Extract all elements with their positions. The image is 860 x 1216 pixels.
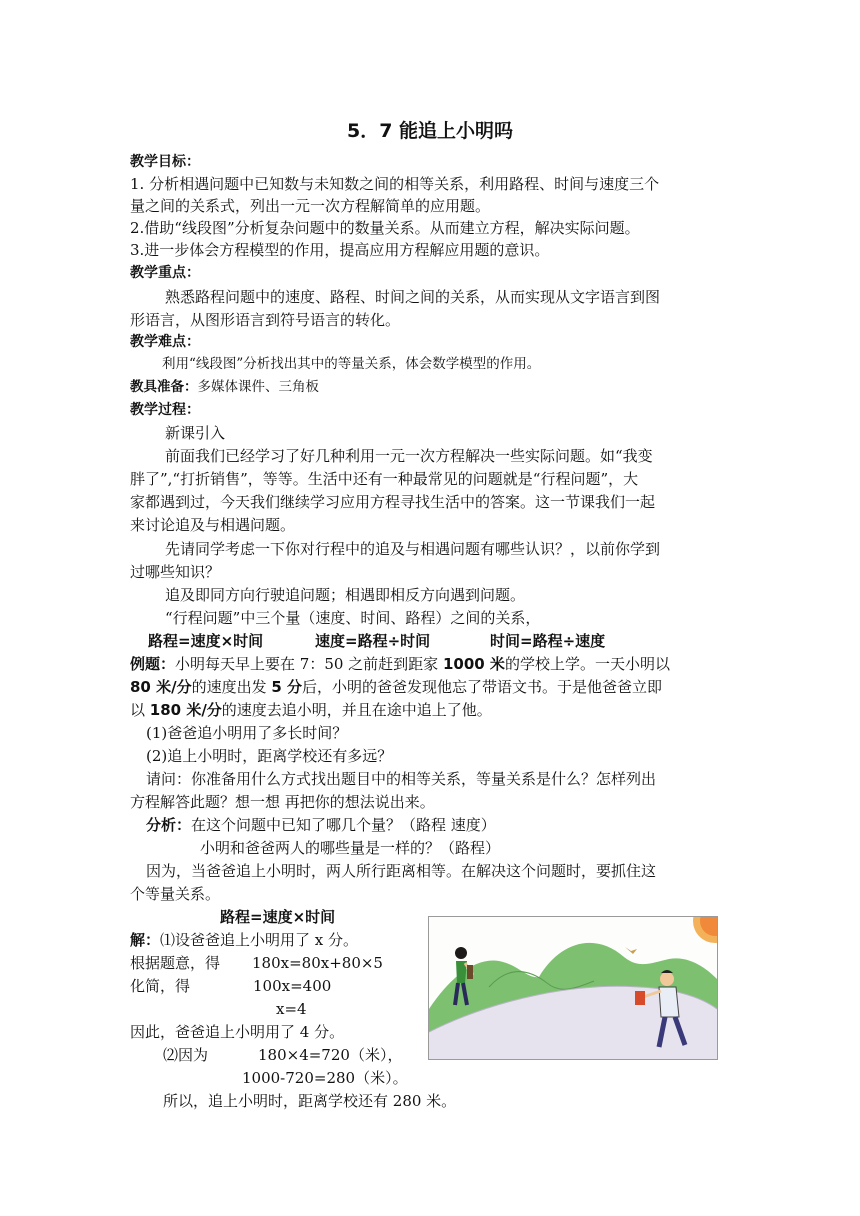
example-distance-value: 1000 米 [442,655,505,673]
analysis-line-2: 小明和爸爸两人的哪些量是一样的？（路程） [200,839,501,857]
solution-equation-1: 180x=80x+80×5 [252,954,383,972]
objectives-heading: 教学目标： [130,154,200,170]
illustration-svg [429,917,717,1059]
solution-equation-3: x=4 [276,1000,307,1018]
tools-heading: 教具准备： [130,379,198,395]
solution-line-3a: 化简，得 [130,977,191,995]
example-text: 的学校上学。一天小明以 [504,655,670,673]
intro-para-1-line-1: 前面我们已经学习了好几种利用一元一次方程解决一些实际问题。如“我变 [165,447,653,465]
intro-para-3: 追及即同方向行驶追问题；相遇即相反方向遇到问题。 [165,586,526,604]
intro-para-1-line-3: 家都遇到过，今天我们继续学习应用方程寻找生活中的答案。这一节课我们一起 [130,493,656,511]
formula-distance: 路程=速度×时间 [148,632,264,650]
example-label: 例题： [130,655,176,673]
chase-illustration [428,916,718,1060]
intro-label: 新课引入 [165,424,226,442]
solution-line-6a: ⑵因为 [163,1046,209,1064]
question-2: (2)追上小明时，距离学校还有多远？ [146,747,393,765]
solution-equation-5: 1000-720=280（米）。 [242,1069,408,1087]
solution-equation-2: 100x=400 [253,977,332,995]
tools-line [130,377,319,397]
difficulties-text: 利用“线段图”分析找出其中的等量关系，体会数学模型的作用。 [162,356,541,372]
solution-text: ⑴设爸爸追上小明用了 x 分。 [160,931,359,949]
intro-para-2-line-2: 过哪些知识？ [130,563,221,581]
objective-2: 2.借助“线段图”分析复杂问题中的数量关系。从而建立方程，解决实际问题。 [130,219,640,237]
objective-1-line-2: 量之间的关系式，列出一元一次方程解简单的应用题。 [130,197,491,215]
difficulties-heading: 教学难点： [130,334,200,350]
book-icon [635,991,645,1005]
solution-line-2a: 根据题意，得 [130,954,221,972]
intro-para-1-line-4: 来讨论追及与相遇问题。 [130,516,296,534]
tools-text: 多媒体课件、三角板 [197,379,319,395]
key-points-line-1: 熟悉路程问题中的速度、路程、时间之间的关系，从而实现从文字语言到图 [165,288,661,306]
solution-label: 解： [130,931,161,949]
objective-3: 3.进一步体会方程模型的作用，提高应用方程解应用题的意识。 [130,241,550,259]
analysis-label: 分析： [146,816,192,834]
analysis-line-1 [146,815,496,835]
formula-time: 时间=路程÷速度 [490,632,606,650]
intro-para-2-line-1: 先请同学考虑一下你对行程中的追及与相遇问题有哪些认识？，以前你学到 [165,540,661,558]
lesson-title: 5．7 能追上小明吗 [346,120,514,142]
intro-para-1-line-2: 胖了”,“打折销售”，等等。生活中还有一种最常见的问题就是“行程问题”，大 [130,470,639,488]
example-line-2 [130,677,662,697]
example-text: 小明每天早上要在 7：50 之前赶到距家 [175,655,443,673]
ask-line-2: 方程解答此题？想一想 再把你的想法说出来。 [130,793,435,811]
key-relation-formula: 路程=速度×时间 [220,908,336,926]
solution-conclusion: 所以，追上小明时，距离学校还有 280 米。 [163,1092,457,1110]
solution-line-5: 因此，爸爸追上小明用了 4 分。 [130,1023,345,1041]
key-points-heading: 教学重点： [130,265,200,281]
ask-line-1: 请问：你准备用什么方式找出题目中的相等关系，等量关系是什么？怎样列出 [146,770,657,788]
example-line-3 [130,700,492,720]
formula-speed: 速度=路程÷时间 [315,632,431,650]
example-text: 后，小明的爸爸发现他忘了带语文书。于是他爸爸立即 [302,678,663,696]
because-line-1: 因为，当爸爸追上小明时，两人所行距离相等。在解决这个问题时，要抓住这 [146,862,657,880]
solution-equation-4: 180×4=720（米）， [258,1046,403,1064]
because-line-2: 个等量关系。 [130,885,221,903]
example-text: 的速度出发 [191,678,272,696]
example-father-speed-value: 180 米/分 [149,701,222,719]
objective-1-line-1: 1. 分析相遇问题中已知数与未知数之间的相等关系，利用路程、时间与速度三个 [130,175,660,193]
example-time-value: 5 分 [271,678,303,696]
example-text: 以 [130,701,150,719]
question-1: (1)爸爸追小明用了多长时间？ [146,724,348,742]
analysis-text: 在这个问题中已知了哪几个量？（路程 速度） [191,816,496,834]
key-points-line-2: 形语言，从图形语言到符号语言的转化。 [130,311,401,329]
example-speed-value: 80 米/分 [130,678,192,696]
example-line-1 [130,654,670,674]
intro-para-4: “行程问题”中三个量（速度、时间、路程）之间的关系， [165,609,541,627]
example-text: 的速度去追小明，并且在途中追上了他。 [221,701,492,719]
process-heading: 教学过程： [130,402,200,418]
solution-line-1 [130,930,358,950]
